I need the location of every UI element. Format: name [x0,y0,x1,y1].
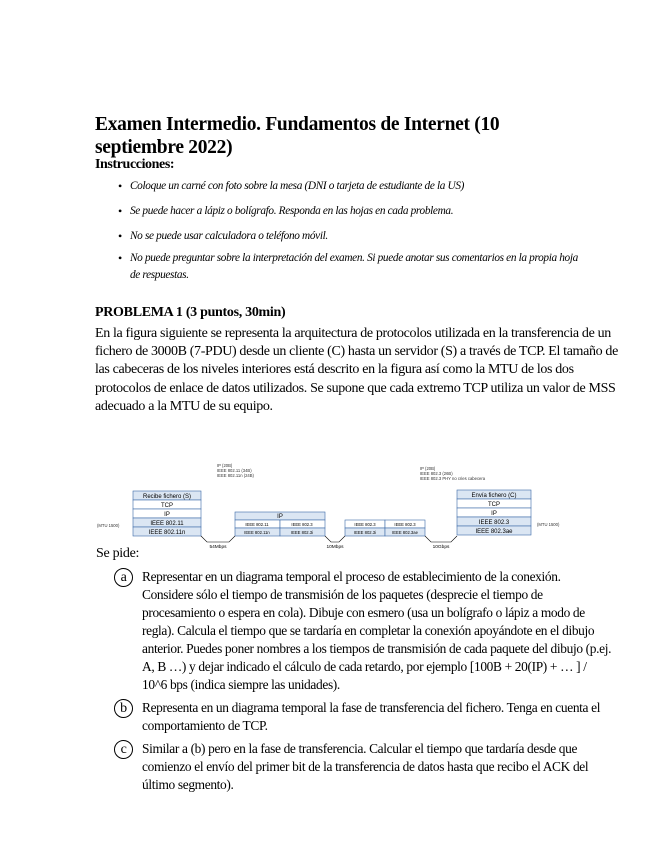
server-layer: IP [164,512,170,518]
link-line [325,536,345,542]
note-right-line: IEEE 802.3 (26B) [420,471,453,476]
link-speed: 10Gbps [432,545,450,550]
router1-cell: IEEE 802.11 [245,522,269,527]
client-stack [457,490,531,535]
server-layer: IEEE 802.11 [150,521,184,527]
note-left-line: IEEE 802.11n (24B) [217,473,254,478]
server-stack [133,491,201,536]
router-2 [345,520,425,536]
link-speed: 10Mbps [326,545,344,550]
instruction-item [118,228,588,245]
question-marker: b [114,699,133,718]
question-text: Representar en un diagrama temporal el proceso de establecimiento de la conexión. Considere sólo el tiempo de transmisión de los paquetes (desprecie el tiempo de procesamiento o espera en cola). Dibuje con esmero (usa un bolígrafo o lápiz a modo de regla). Calcula el tiempo que se tardaría en completar la conexión apoyándote en el dibujo anterior. Puedes poner nombres a los tiempos de transmisión de cada paquete del dibujo (p.ej. A, B …) y dejar indicado el cálculo de cada retardo, por ejemplo [100B + 20(IP) + … ] / 10^6 bps (indica siempre las unidades). [142,569,612,692]
question-list [114,568,614,799]
router1-ip: IP [277,514,283,520]
link-line [201,536,235,542]
question-text: Representa en un diagrama temporal la fase de transferencia del fichero. Tenga en cuenta el comportamiento de TCP. [142,700,601,733]
bullet-glyph: • [118,204,122,218]
se-pide-label: Se pide: [96,546,140,561]
instruction-text: Se puede hacer a lápiz o bolígrafo. Responda en las hojas en cada problema. [130,205,454,217]
problem-heading: PROBLEMA 1 (3 puntos, 30min) [95,305,286,320]
question-marker: c [114,740,133,759]
exam-title: Examen Intermedio. Fundamentos de Internet (10 septiembre 2022) [95,114,500,158]
server-title: Recibe fichero (S) [142,494,192,500]
note-right-line: IEEE 802.3 PHY no cries cabecera [420,476,486,481]
router1-cell: IEEE 802.3i [290,530,314,535]
client-layer: IP [491,511,497,517]
instruction-item [118,203,588,220]
client-layer: IEEE 802.3ae [475,529,513,535]
router1-cell: IEEE 802.11n [244,530,270,535]
server-mtu-note: (MTU 1500) [97,523,120,528]
link-line [425,536,457,542]
protocol-architecture-diagram [95,460,565,552]
instruction-text: No se puede usar calculadora o teléfono móvil. [130,230,328,242]
note-left-line: IEEE 802.11 (34B) [217,468,252,473]
client-title: Envía fichero (C) [471,493,517,499]
question-item [114,568,614,694]
question-item [114,699,614,735]
instructions-heading: Instrucciones: [95,157,175,172]
router-1 [235,512,325,536]
question-text: Similar a (b) pero en la fase de transferencia. Calcular el tiempo que tardaría desde que comienzo el envío del primer bit de la transferencia de datos hasta que recibo el ACK del último segmento). [142,741,589,792]
instruction-text: Coloque un carné con foto sobre la mesa (DNI o tarjeta de estudiante de la US) [130,180,465,192]
router2-cell: IEEE 802.3ae [392,530,418,535]
client-layer: IEEE 802.3 [478,520,510,526]
question-item [114,740,614,794]
instruction-item [118,250,588,284]
bullet-glyph: • [118,229,122,243]
router2-cell: IEEE 802.3 [354,522,376,527]
client-layer: TCP [488,502,500,508]
link-speed: 54Mbps [209,545,227,550]
router2-cell: IEEE 802.3 [394,522,416,527]
question-marker: a [114,568,133,587]
server-layer: TCP [161,503,173,509]
bullet-glyph: • [118,251,122,265]
problem-statement: En la figura siguiente se representa la arquitectura de protocolos utilizada en la transferencia de un fichero de 3000B (7-PDU) desde un cliente (C) hasta un servidor (S) a través de TCP. El tamaño de las cabeceras de los niveles interiores está descrito en la figura así como la MTU de los dos protocolos de enlace de datos utilizados. Se supone que cada extremo TCP utiliza un valor de MSS adecuado a la MTU de su equipo. [95,326,618,414]
note-left-line: IP (20B) [217,463,233,468]
note-right-line: IP (20B) [420,466,436,471]
instruction-item [118,178,588,195]
router2-cell: IEEE 802.3i [353,530,377,535]
instruction-text: No puede preguntar sobre la interpretación del examen. Si puede anotar sus comentarios en la propia hoja de respuestas. [130,252,578,281]
router1-cell: IEEE 802.3 [291,522,313,527]
instructions-list [118,178,588,292]
server-layer: IEEE 802.11n [148,530,186,536]
bullet-glyph: • [118,179,122,193]
client-mtu-note: (MTU 1500) [537,522,560,527]
